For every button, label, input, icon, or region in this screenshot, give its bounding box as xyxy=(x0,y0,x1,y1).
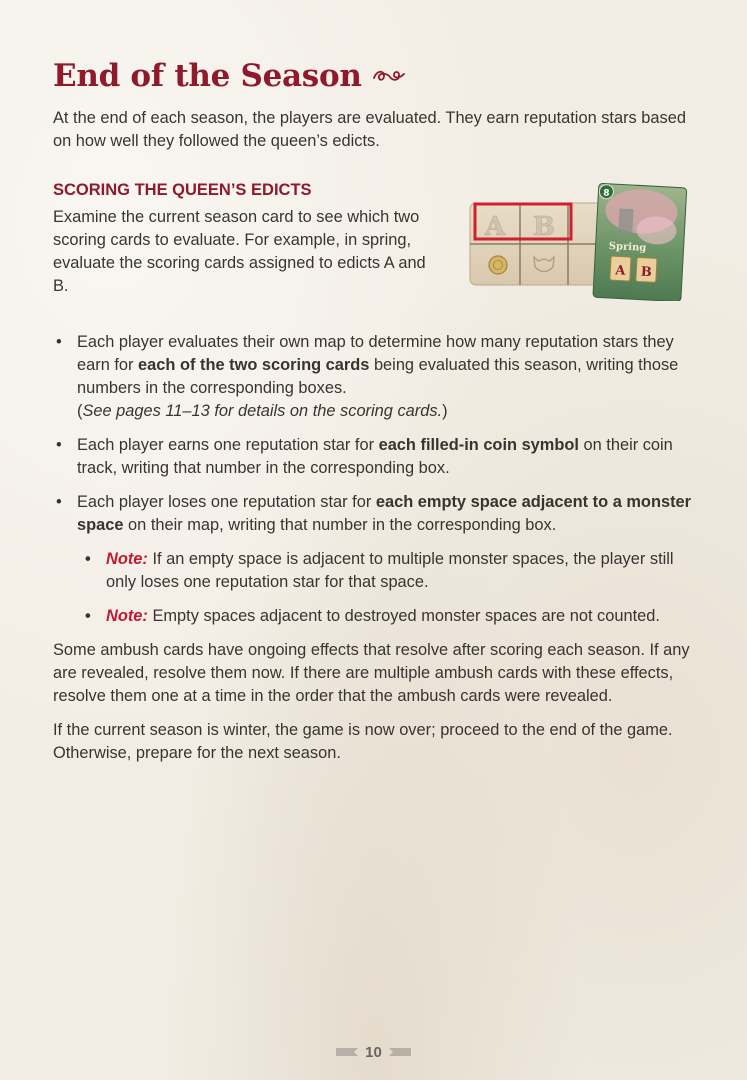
page-footer xyxy=(0,1040,747,1064)
left-ornament-icon xyxy=(336,1048,358,1056)
scoring-list xyxy=(53,331,703,628)
page-reference: See pages 11–13 for details on the scoring cards. xyxy=(82,402,443,420)
note-label: Note: xyxy=(106,550,148,568)
board-slot-b: B xyxy=(533,212,555,242)
intro-paragraph: At the end of each season, the players are evaluated. They earn reputation stars based on how well they followed the queen’s edicts. xyxy=(53,109,686,150)
board-slot-a: A xyxy=(484,212,506,242)
season-card-illustration xyxy=(468,179,704,301)
list-item: • Each player loses one reputation star for each empty space adjacent to a monster space on their map, writing that number in the corresponding box. xyxy=(53,491,703,537)
page-title-text: End of the Season xyxy=(53,58,362,94)
page-content xyxy=(53,54,703,765)
winter-paragraph: If the current season is winter, the game is now over; proceed to the end of the game. Otherwise, prepare for the next season. xyxy=(53,721,673,762)
page-number: 10 xyxy=(365,1043,382,1061)
season-card-edict-a: A xyxy=(614,263,626,279)
ambush-paragraph: Some ambush cards have ongoing effects that resolve after scoring each season. If any are revealed, resolve them now. If there are multiple ambush cards with these effects, resolve them one at a time in the order that the ambush cards were revealed. xyxy=(53,641,690,705)
page-title xyxy=(53,54,703,98)
note-item: • Note: Empty spaces adjacent to destroyed monster spaces are not counted. xyxy=(53,605,703,628)
season-card-number: 8 xyxy=(602,188,610,199)
section-heading: SCORING THE QUEEN’S EDICTS xyxy=(53,181,312,199)
edict-paragraph: Examine the current season card to see which two scoring cards to evaluate. For example, in spring, evaluate the scoring cards assigned to edicts A and B. xyxy=(53,208,426,295)
season-card-title: Spring xyxy=(608,240,647,254)
list-item: • Each player earns one reputation star for each filled-in coin symbol on their coin track, writing that number in the corresponding box. xyxy=(53,434,703,480)
note-item: • Note: If an empty space is adjacent to multiple monster spaces, the player still only loses one reputation star for that space. xyxy=(53,548,703,594)
coin-icon xyxy=(489,256,507,274)
flourish-icon xyxy=(372,68,406,84)
right-ornament-icon xyxy=(389,1048,411,1056)
season-card-edict-b: B xyxy=(640,264,653,281)
note-label: Note: xyxy=(106,607,148,625)
list-item: • Each player evaluates their own map to determine how many reputation stars they earn for each of the two scoring cards being evaluated this season, writing those numbers in the corresponding boxes. (See pages 11–13 for details on the scoring cards.) xyxy=(53,331,703,423)
